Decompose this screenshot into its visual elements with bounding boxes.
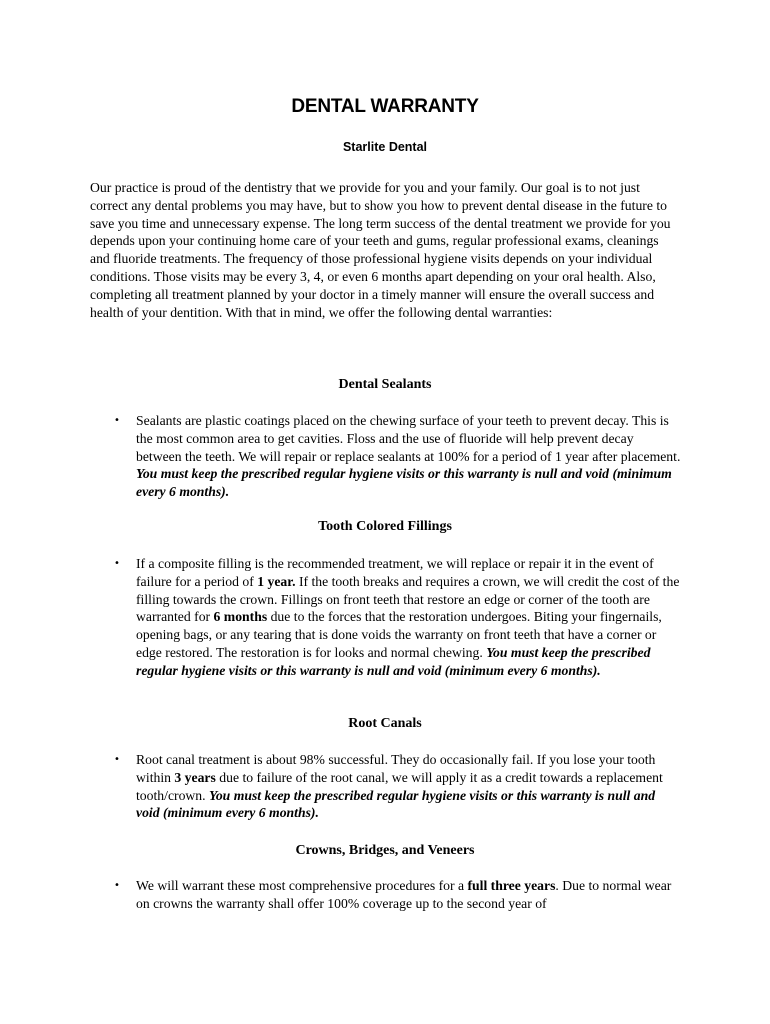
body-text: Sealants are plastic coatings placed on the chewing surface of your teeth to prevent decay. This is the most common area to get cavities. Floss and the use of fluoride will help prevent decay between the teeth. We will repair or replace sealants at 100% for a period of 1 year after placement. [136, 413, 681, 464]
body-text: If a composite filling is the recommended treatment, we will replace or repair it in the event of failure for a period of [136, 556, 654, 589]
body-text: Root canal treatment is about 98% successful. They do occasionally fail. If you lose your tooth within [136, 752, 656, 785]
intro-paragraph: Our practice is proud of the dentistry that we provide for you and your family. Our goal is to not just correct any dental problems you may have, but to show you how to prevent dental disease in the future to save you time and unnecessary expense. The long term success of the dental treatment we provide for you depends upon your continuing home care of your teeth and gums, regular professional exams, cleanings and fluoride treatments. The frequency of those professional hygiene visits depends on your individual conditions. Those visits may be every 3, 4, or even 6 months apart depending on your oral health. Also, completing all treatment planned by your doctor in a timely manner will ensure the overall success and health of your dentition. With that in mind, we offer the following dental warranties: [90, 180, 671, 320]
section-dental-sealants [0, 376, 770, 394]
section-tooth-colored-fillings [0, 518, 770, 536]
hygiene-requirement-note: You must keep the prescribed regular hygiene visits or this warranty is null and void (minimum every 6 months). [136, 787, 656, 821]
bullet-icon: • [114, 415, 120, 426]
bold-term: 1 year. [257, 573, 296, 589]
bold-term: full three years [467, 878, 556, 893]
bullet-paragraph [136, 555, 681, 680]
hygiene-requirement-note: You must keep the prescribed regular hygiene visits or this warranty is null and void (minimum every 6 months). [136, 466, 672, 500]
body-text: due to failure of the root canal, we will apply it as a credit towards a replacement tooth/crown. [136, 769, 663, 803]
bullet-icon: • [114, 754, 120, 765]
bullet-paragraph [136, 751, 681, 822]
section-heading: Dental Sealants [338, 377, 432, 392]
section-heading: Root Canals [348, 716, 422, 731]
section-crowns-bridges-veneers [0, 842, 770, 860]
section-root-canals [0, 715, 770, 733]
practice-name: Starlite Dental [342, 140, 428, 154]
hygiene-requirement-note: You must keep the prescribed regular hygiene visits or this warranty is null and void (minimum every 6 months). [136, 644, 651, 678]
bullet-icon: • [114, 558, 120, 569]
document-title: DENTAL WARRANTY [291, 96, 479, 117]
bullet-paragraph [136, 877, 681, 913]
body-text: If the tooth breaks and requires a crown, we will credit the cost of the filling towards the crown. Fillings on front teeth that restore an edge or corner of the tooth are warranted for [136, 573, 680, 625]
body-text: . Due to normal wear on crowns the warranty shall offer 100% coverage up to the second year of [136, 878, 672, 911]
bullet-paragraph [136, 412, 681, 501]
bold-term: 3 years [174, 769, 216, 785]
body-text: due to the forces that the restoration undergoes. Biting your fingernails, opening bags, or any tearing that is done voids the warranty on front teeth that have a corner or edge restored. The restoration is for looks and normal chewing. [136, 609, 662, 660]
bullet-icon: • [114, 880, 120, 891]
section-heading: Tooth Colored Fillings [318, 519, 452, 534]
bold-term: 6 months [213, 609, 268, 625]
section-heading: Crowns, Bridges, and Veneers [295, 843, 475, 858]
body-text: We will warrant these most comprehensive procedures for a [136, 878, 468, 893]
